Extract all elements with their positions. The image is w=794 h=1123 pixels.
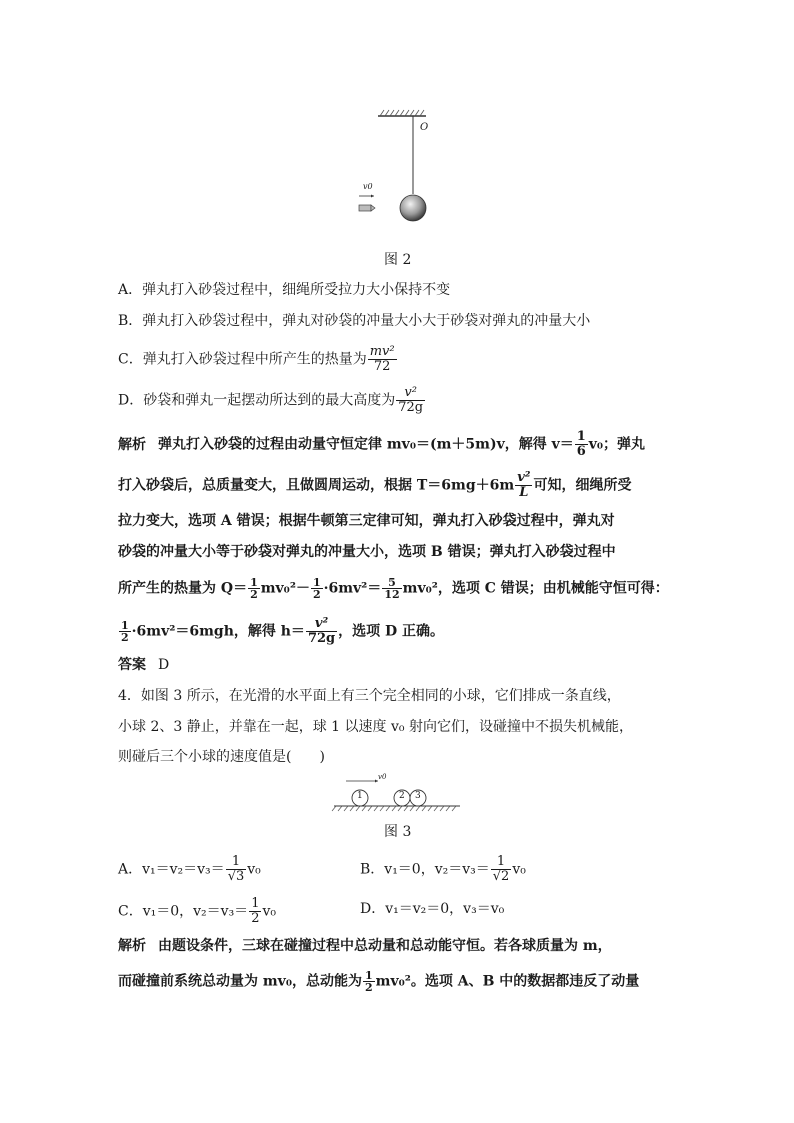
solution3-frac-v2-L: $\frac{\text{v²}}{L}$ <box>517 470 531 500</box>
ball-2-label: 2 <box>399 791 405 801</box>
q3-option-d <box>118 386 426 415</box>
q3-option-c-fraction: $\frac{\text{mv²}}{72}$ <box>369 344 395 374</box>
q4-option-b: B．v₁＝0，v₂＝v₃＝ $\frac{1}{√2}$ v₀ <box>360 854 526 884</box>
solution4-line2: 而碰撞前系统总动量为 mv₀，总动能为 $\frac{1}{2}$ mv₀²。选项 A、B 中的数据都违反了动量 <box>118 969 640 994</box>
q3-option-c <box>118 345 398 374</box>
solution4-label: 解析 <box>118 938 146 954</box>
bullet <box>359 205 371 211</box>
answer3-value: D <box>158 657 170 673</box>
solution3-frac-1-2-b: $\frac{1}{2}$ <box>312 576 321 601</box>
solution3-line3: 拉力变大，选项 A 错误；根据牛顿第三定律可知，弹丸打入砂袋过程中，弹丸对 <box>118 513 615 529</box>
q4-option-b-fraction: $\frac{1}{√2}$ <box>492 854 510 884</box>
solution3-frac-1-2-c: $\frac{1}{2}$ <box>121 619 129 644</box>
q4-line2: 小球 2、3 静止，并靠在一起，球 1 以速度 v₀ 射向它们，设碰撞中不损失机械能， <box>118 719 633 735</box>
ball-1-label: 1 <box>357 791 363 801</box>
q3-option-d-fraction: $\frac{\text{v²}}{72g}$ <box>398 385 424 415</box>
q3-option-c-text: C．弹丸打入砂袋过程中所产生的热量为 <box>118 351 367 368</box>
q4-line1: 4．如图 3 所示，在光滑的水平面上有三个完全相同的小球，它们排成一条直线， <box>118 688 621 704</box>
sandbag-ball <box>400 195 426 221</box>
solution3-line4: 砂袋的冲量大小等于砂袋对弹丸的冲量大小，选项 B 错误；弹丸打入砂袋过程中 <box>118 544 616 560</box>
q3-option-b: B．弹丸打入砂袋过程中，弹丸对砂袋的冲量大小大于砂袋对弹丸的冲量大小 <box>118 313 591 329</box>
q4-option-c: C．v₁＝0，v₂＝v₃＝ $\frac{1}{2}$ v₀ <box>118 896 276 926</box>
q4-line3: 则碰后三个小球的速度值是( ) <box>118 749 325 765</box>
solution3-frac-1-2-a: $\frac{1}{2}$ <box>250 576 258 601</box>
q4-option-c-fraction: $\frac{1}{2}$ <box>251 896 260 926</box>
figure-3-caption: 图 3 <box>384 824 412 840</box>
solution3-label: 解析 <box>118 436 146 453</box>
q3-option-a: A．弹丸打入砂袋过程中，细绳所受拉力大小保持不变 <box>118 282 451 298</box>
solution3-line2: 打入砂袋后，总质量变大，且做圆周运动，根据 T＝6mg＋6m $\frac{\text{v²}}{L}$ 可知，细绳所受 <box>118 470 632 500</box>
solution3-line6: $\frac{1}{2}$ ·6mv²＝6mgh，解得 h＝ $\frac{\text{v²}}{72g}$ ，选项 D 正确。 <box>121 616 445 646</box>
q4-option-a: A．v₁＝v₂＝v₃＝ $\frac{1}{√3}$ v₀ <box>118 854 261 884</box>
solution3-frac-1-6: $\frac{1}{6}$ <box>576 429 586 459</box>
q3-option-d-text: D．砂袋和弹丸一起摆动所达到的最大高度为 <box>118 392 396 409</box>
solution3-line1: 解析 弹丸打入砂袋的过程由动量守恒定律 mv₀＝(m＋5m)v，解得 v＝ $\frac{1}{6}$ v₀；弹丸 <box>118 429 646 459</box>
figure-3-velocity-label: v0 <box>378 773 387 781</box>
solution4-line1: 解析 由题设条件，三球在碰撞过程中总动量和总动能守恒。若各球质量为 m， <box>118 938 612 954</box>
figure-2-caption: 图 2 <box>384 252 412 268</box>
solution3-line5: 所产生的热量为 Q＝ $\frac{1}{2}$ mv₀²－ $\frac{1}{2}$ ·6mv²＝ $\frac{5}{12}$ mv₀²，选项 C 错误；由机械能守恒可得： <box>118 576 669 601</box>
answer3 <box>118 655 169 675</box>
q4-option-a-fraction: $\frac{1}{√3}$ <box>227 854 245 884</box>
solution3-frac-5-12: $\frac{5}{12}$ <box>384 576 400 601</box>
ball-3-label: 3 <box>415 791 421 801</box>
answer3-label: 答案 <box>118 657 146 673</box>
solution3-frac-v2-72g: $\frac{\text{v²}}{72g}$ <box>307 616 336 646</box>
q4-option-d: D．v₁＝v₂＝0，v₃＝v₀ <box>360 901 505 917</box>
figure-2-velocity-label: v0 <box>363 182 373 191</box>
figure-2-point-label: O <box>420 122 429 133</box>
solution4-frac-1-2: $\frac{1}{2}$ <box>364 969 373 994</box>
figure-2-pendulum <box>350 108 450 228</box>
